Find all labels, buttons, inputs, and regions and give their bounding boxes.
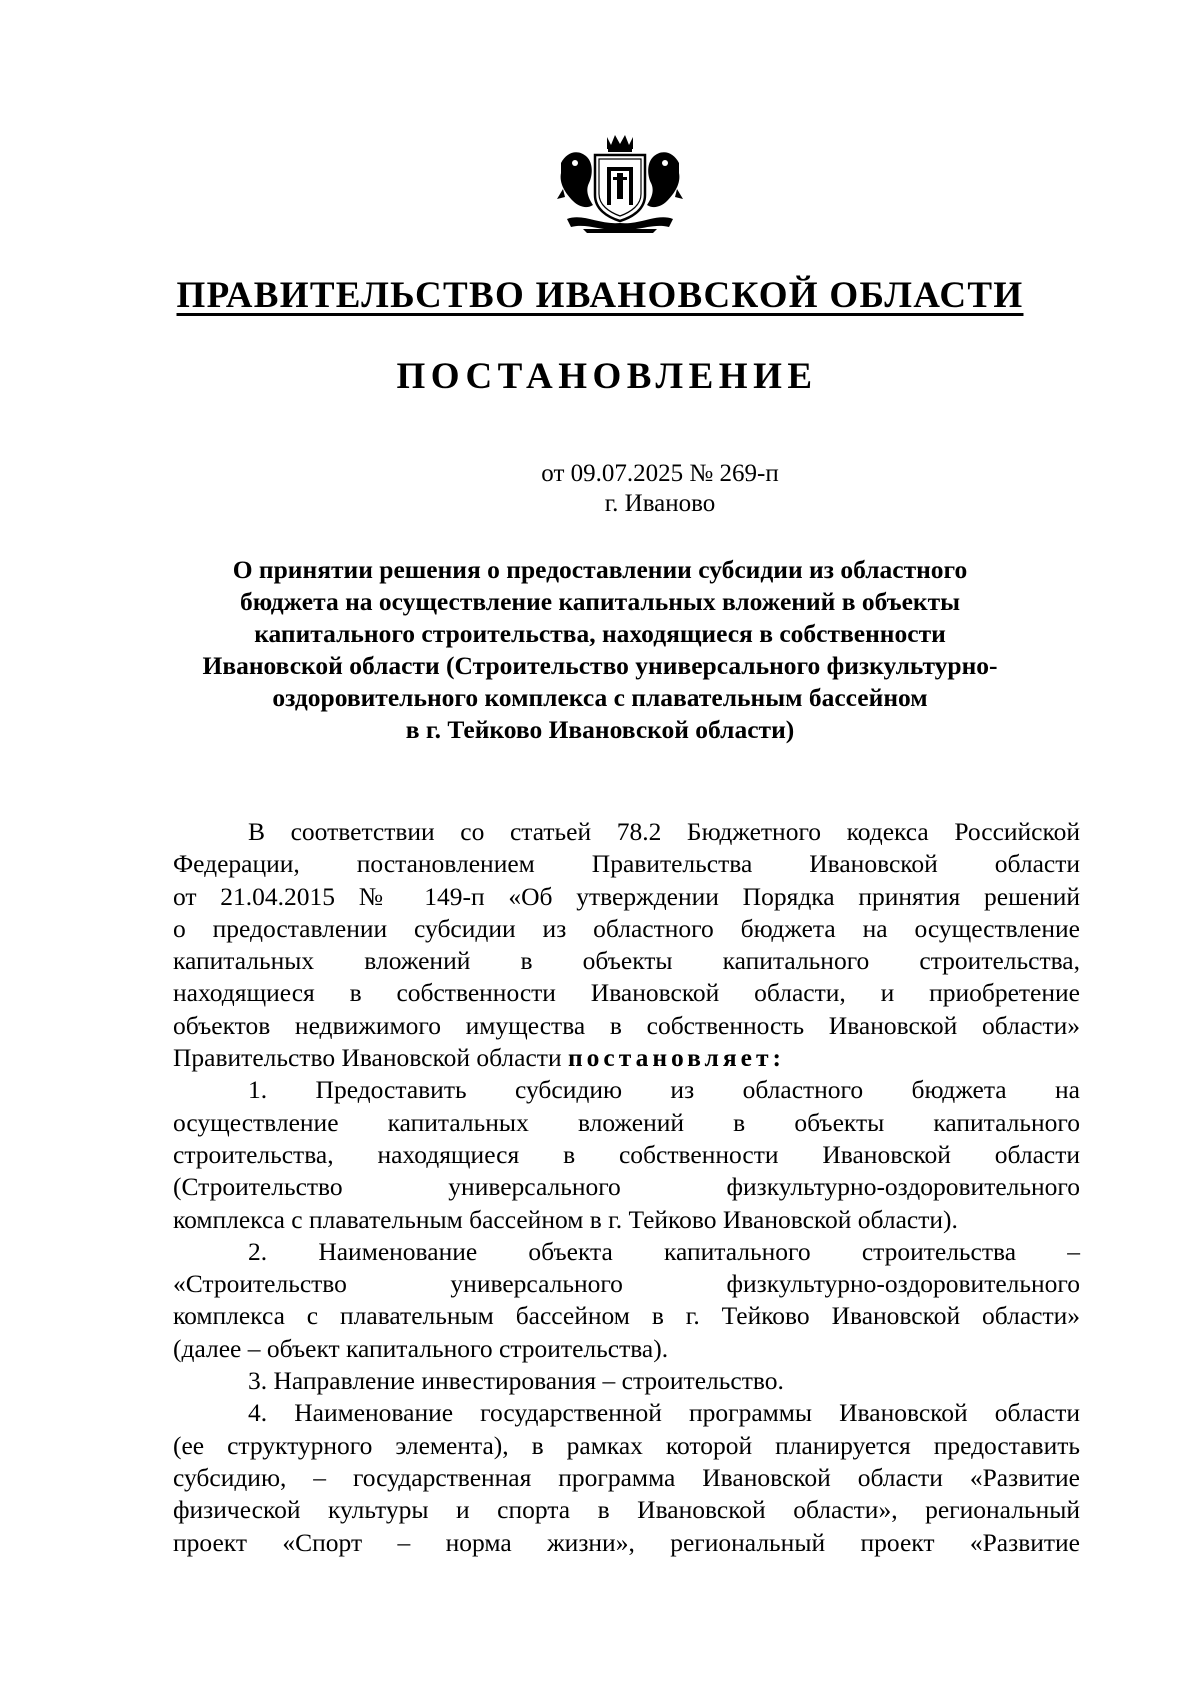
body-line: (Строительство универсального физкультурно-оздоровительного (173, 1172, 1080, 1202)
body-line: проект «Спорт – норма жизни», региональный проект «Развитие (173, 1527, 1080, 1557)
preamble-paragraph (173, 816, 1080, 1074)
body-line: капитальных вложений в объекты капитального строительства, (173, 946, 1080, 976)
subject-line: О принятии решения о предоставлении субсидии из областного (232, 555, 968, 584)
body-line: о предоставлении субсидии из областного бюджета на осуществление (173, 913, 1080, 943)
coat-of-arms-emblem (553, 133, 687, 237)
item-paragraph (173, 1074, 1080, 1235)
body-line: физической культуры и спорта в Ивановской области», региональный (173, 1495, 1080, 1525)
subject-line: Ивановской области (Строительство универсального физкультурно- (202, 651, 998, 680)
subject-line: оздоровительного комплекса с плавательным бассейном (272, 683, 928, 712)
item-paragraph (173, 1397, 1080, 1558)
item-paragraph (173, 1236, 1080, 1365)
document-body (173, 816, 1080, 1559)
document-date-number: от 09.07.2025 № 269-п (541, 460, 779, 487)
body-line (173, 1042, 1080, 1074)
body-line: объектов недвижимого имущества в собственность Ивановской области» (173, 1010, 1080, 1040)
body-line: комплекса с плавательным бассейном в г. Тейково Ивановской области» (173, 1301, 1080, 1331)
body-line: 4. Наименование государственной программы Ивановской области (248, 1398, 1080, 1428)
body-line: комплекса с плавательным бассейном в г. Тейково Ивановской области). (173, 1204, 958, 1234)
body-line: 3. Направление инвестирования – строительство. (248, 1366, 784, 1396)
body-line: В соответствии со статьей 78.2 Бюджетного кодекса Российской (248, 817, 1080, 846)
document-subject (120, 554, 1080, 746)
subject-line: в г. Тейково Ивановской области) (405, 715, 795, 744)
coat-of-arms-icon (553, 133, 687, 237)
body-line: (ее структурного элемента), в рамках которой планируется предоставить (173, 1430, 1080, 1460)
body-line: 1. Предоставить субсидию из областного бюджета на (248, 1075, 1080, 1105)
body-line: субсидию, – государственная программа Ивановской области «Развитие (173, 1462, 1080, 1492)
body-line: от 21.04.2015 № 149-п «Об утверждении Порядка принятия решений (173, 881, 1080, 911)
item-paragraph (173, 1365, 1080, 1397)
government-title-text: ПРАВИТЕЛЬСТВО ИВАНОВСКОЙ ОБЛАСТИ (176, 275, 1024, 316)
body-line: 2. Наименование объекта капитального строительства – (248, 1236, 1080, 1266)
body-line: осуществление капитальных вложений в объекты капитального (173, 1107, 1080, 1137)
subject-line: бюджета на осуществление капитальных вложений в объекты (239, 587, 961, 616)
subject-line: капитального строительства, находящиеся в собственности (254, 619, 946, 648)
document-city: г. Иваново (604, 490, 716, 517)
body-line: Федерации, постановлением Правительства Ивановской области (173, 849, 1080, 879)
body-line: строительства, находящиеся в собственности Ивановской области (173, 1139, 1080, 1169)
body-line: находящиеся в собственности Ивановской области, и приобретение (173, 978, 1080, 1008)
government-title (0, 274, 1200, 318)
body-line: (далее – объект капитального строительства). (173, 1333, 669, 1363)
body-line: «Строительство универсального физкультурно-оздоровительного (173, 1269, 1080, 1299)
closing-verb: постановляет: (567, 1043, 785, 1073)
closing-text: Правительство Ивановской области (173, 1043, 562, 1073)
document-type-heading: ПОСТАНОВЛЕНИЕ (396, 356, 818, 397)
